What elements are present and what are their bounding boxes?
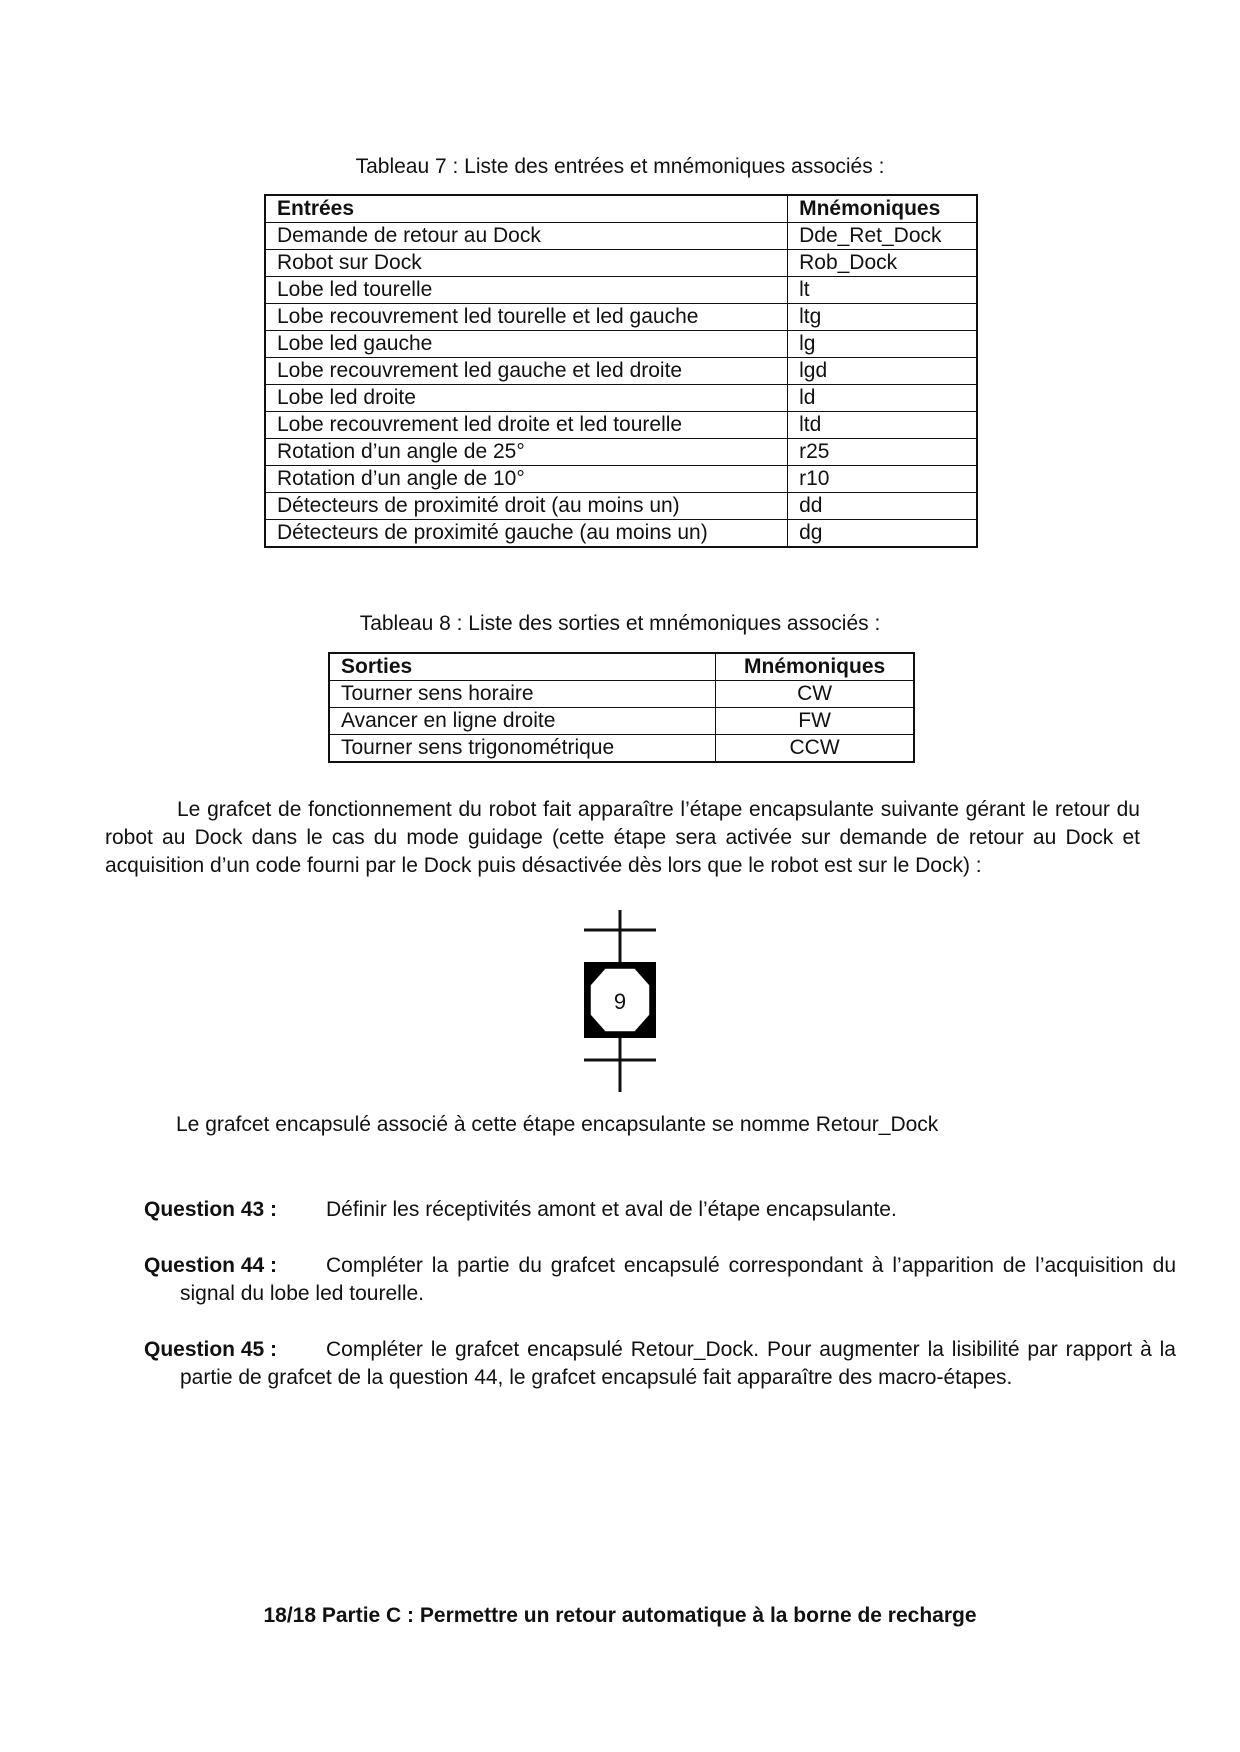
input-label: Lobe led droite (265, 385, 788, 412)
encapsulated-grafcet-name: Le grafcet encapsulé associé à cette étape encapsulante se nomme Retour_Dock (176, 1113, 939, 1136)
input-label: Rotation d’un angle de 25° (265, 439, 788, 466)
output-label: Tourner sens horaire (329, 681, 716, 708)
input-mnemonic: ld (788, 385, 977, 412)
question-43 (144, 1196, 1176, 1224)
question-44 (144, 1252, 1176, 1308)
table-row (265, 277, 977, 304)
input-mnemonic: dd (788, 493, 977, 520)
question-label: Question 44 : (144, 1254, 278, 1277)
input-mnemonic: lgd (788, 358, 977, 385)
table-row (265, 439, 977, 466)
column-header-mnemoniques: Mnémoniques (716, 653, 914, 681)
output-mnemonic: CW (716, 681, 914, 708)
question-text: Compléter la partie du grafcet encapsulé correspondant à l’apparition de l’acquisition du signal du lobe led tourelle. (180, 1254, 1176, 1305)
input-label: Demande de retour au Dock (265, 223, 788, 250)
input-label: Robot sur Dock (265, 250, 788, 277)
input-mnemonic: ltg (788, 304, 977, 331)
table-row (265, 331, 977, 358)
table-row (265, 466, 977, 493)
input-label: Détecteurs de proximité gauche (au moins un) (265, 520, 788, 548)
table-row (329, 681, 914, 708)
question-label: Question 43 : (144, 1198, 278, 1221)
table-row (265, 412, 977, 439)
input-label: Détecteurs de proximité droit (au moins un) (265, 493, 788, 520)
table-header-row (329, 653, 914, 681)
input-label: Lobe recouvrement led gauche et led droite (265, 358, 788, 385)
output-mnemonic: CCW (716, 735, 914, 763)
question-label: Question 45 : (144, 1338, 278, 1361)
table-row (329, 735, 914, 763)
page-footer: 18/18 Partie C : Permettre un retour automatique à la borne de recharge (263, 1604, 977, 1627)
table-header-row (265, 195, 977, 223)
input-label: Lobe recouvrement led tourelle et led gauche (265, 304, 788, 331)
table-row (265, 304, 977, 331)
table7-caption: Tableau 7 : Liste des entrées et mnémoniques associés : (355, 155, 885, 178)
table-row (265, 223, 977, 250)
input-label: Lobe led gauche (265, 331, 788, 358)
input-mnemonic: r10 (788, 466, 977, 493)
question-text: Définir les réceptivités amont et aval de l’étape encapsulante. (326, 1198, 897, 1221)
input-label: Rotation d’un angle de 10° (265, 466, 788, 493)
output-label: Tourner sens trigonométrique (329, 735, 716, 763)
intro-paragraph: Le grafcet de fonctionnement du robot fait apparaître l’étape encapsulante suivante gérant le retour du robot au Dock dans le cas du mode guidage (cette étape sera activée sur demande de retour au Dock et acquisition d’un code fourni par le Dock puis désactivée dès lors que le robot est sur le Dock) : (105, 798, 1140, 877)
table-row (265, 358, 977, 385)
input-label: Lobe recouvrement led droite et led tourelle (265, 412, 788, 439)
input-mnemonic: r25 (788, 439, 977, 466)
input-mnemonic: Rob_Dock (788, 250, 977, 277)
column-header-mnemoniques: Mnémoniques (788, 195, 977, 223)
output-label: Avancer en ligne droite (329, 708, 716, 735)
input-mnemonic: Dde_Ret_Dock (788, 223, 977, 250)
table-row (265, 250, 977, 277)
input-mnemonic: lg (788, 331, 977, 358)
input-label: Lobe led tourelle (265, 277, 788, 304)
table-row (265, 520, 977, 548)
step-number: 9 (613, 989, 627, 1014)
table-row (329, 708, 914, 735)
table-row (265, 385, 977, 412)
column-header-sorties: Sorties (329, 653, 716, 681)
inputs-table (264, 194, 978, 548)
input-mnemonic: dg (788, 520, 977, 548)
output-mnemonic: FW (716, 708, 914, 735)
table-row (265, 493, 977, 520)
column-header-entrees: Entrées (265, 195, 788, 223)
question-text: Compléter le grafcet encapsulé Retour_Dock. Pour augmenter la lisibilité par rapport à la partie de grafcet de la question 44, le grafcet encapsulé fait apparaître des macro-étapes. (180, 1338, 1176, 1389)
question-45 (144, 1336, 1176, 1392)
outputs-table (328, 652, 915, 763)
input-mnemonic: lt (788, 277, 977, 304)
input-mnemonic: ltd (788, 412, 977, 439)
encapsulating-step-diagram (570, 910, 670, 1092)
table8-caption: Tableau 8 : Liste des sorties et mnémoniques associés : (359, 612, 881, 635)
